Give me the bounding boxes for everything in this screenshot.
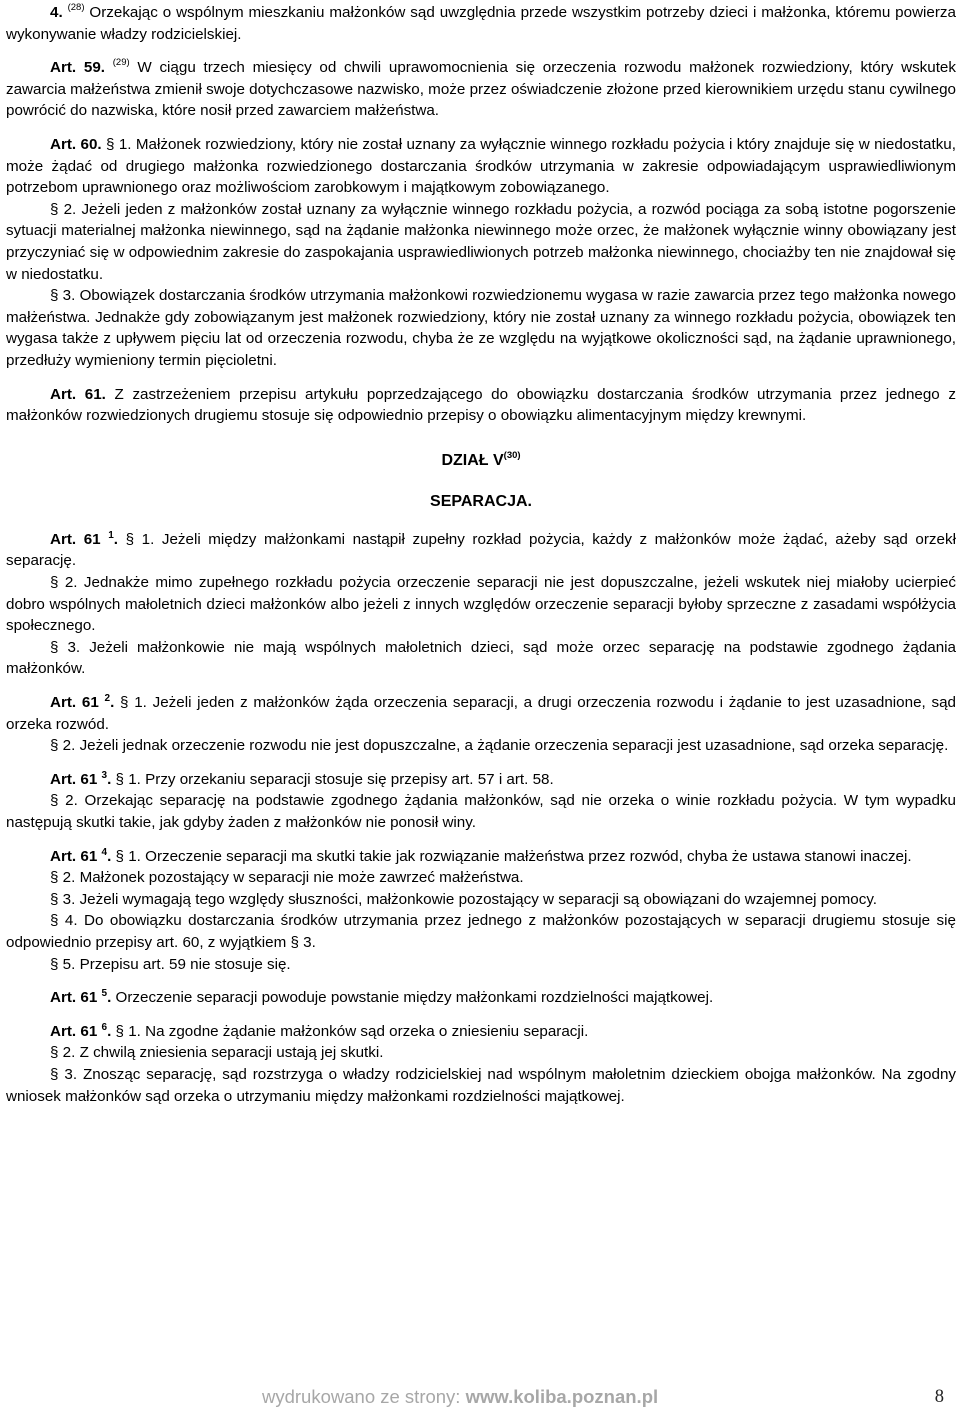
article-heading: Art. 59. bbox=[50, 59, 106, 77]
article-61-4-s2 bbox=[6, 867, 956, 889]
article-61-3-s2 bbox=[6, 790, 956, 833]
section-mark: § 1. bbox=[120, 694, 147, 712]
section-mark: § 1. bbox=[106, 135, 132, 153]
page-number: 8 bbox=[934, 1387, 944, 1407]
paragraph-text: Znosząc separację, sąd rozstrzyga o władzy rodzicielskiej nad wspólnym małoletnim dzieckiem obojga małżonków. Na zgodny wniosek małżonków sąd orzeka o utrzymaniu między małżonkami rozdzielności majątkowej. bbox=[6, 1065, 956, 1105]
article-heading: Art. 61 $^2$. bbox=[50, 693, 115, 712]
footer-prefix: wydrukowano ze strony: bbox=[262, 1386, 461, 1407]
paragraph-text: Przepisu art. 59 nie stosuje się. bbox=[79, 955, 291, 973]
paragraph-4 bbox=[6, 2, 956, 45]
section-mark: § 2. bbox=[50, 1044, 76, 1062]
division-heading bbox=[6, 450, 956, 472]
article-61-6-s2 bbox=[6, 1042, 956, 1064]
paragraph-text: Z chwilą zniesienia separacji ustają jej skutki. bbox=[79, 1044, 384, 1062]
article-60-s2 bbox=[6, 199, 956, 285]
paragraph-text: Małżonek pozostający w separacji nie może zawrzeć małżeństwa. bbox=[79, 869, 524, 887]
article-heading: Art. 60. bbox=[50, 135, 102, 153]
section-mark: § 1. bbox=[115, 847, 141, 865]
paragraph-text: Do obowiązku dostarczania środków utrzymania przez jednego z małżonków pozostających w separacji drugiemu stosuje się odpowiednio przepisy art. 60, z wyjątkiem § 3. bbox=[6, 912, 956, 951]
paragraph-text: Orzeczenie separacji ma skutki takie jak rozwiązanie małżeństwa przez rozwód, chyba że ustawa stanowi inaczej. bbox=[145, 847, 912, 865]
article-61-6-s3 bbox=[6, 1064, 956, 1107]
footnote-ref: (28) bbox=[67, 2, 85, 13]
paragraph-text: Jeżeli między małżonkami nastąpił zupełny rozkład pożycia, każdy z małżonków może żądać, ażeby sąd orzekł separację. bbox=[6, 530, 956, 570]
footer-site-link[interactable]: www.koliba.poznan.pl bbox=[465, 1386, 659, 1407]
article-61-5 bbox=[6, 987, 956, 1009]
article-heading: Art. 61 $^3$. bbox=[50, 769, 112, 788]
article-59 bbox=[6, 57, 956, 122]
paragraph-text: Jeżeli małżonkowie nie mają wspólnych małoletnich dzieci, sąd może orzec separację na podstawie zgodnego żądania małżonków. bbox=[6, 638, 956, 678]
paragraph-text: Jeżeli jeden z małżonków został uznany za wyłącznie winnego rozkładu pożycia, a rozwód pociąga za sobą istotne pogorszenie sytuacji materialnej małżonka niewinnego, sąd na żądanie małżonka niewinnego może orzec, że małżonek wyłącznie winny obowiązany jest przyczyniać się w odpowiednim zakresie do zaspokajania usprawiedliwionych potrzeb małżonka niewinnego, chociażby ten nie znajdował się w niedostatku. bbox=[6, 200, 956, 283]
section-mark: § 3. bbox=[50, 890, 76, 908]
section-mark: § 3. bbox=[50, 287, 76, 305]
article-heading: Art. 61 $^6$. bbox=[50, 1021, 112, 1040]
paragraph-text: W ciągu trzech miesięcy od chwili uprawomocnienia się orzeczenia rozwodu małżonek rozwiedziony, który wskutek zawarcia małżeństwa zmienił swoje dotychczasowe nazwisko, może przez oświadczenie złożone przed kierownikiem urzędu stanu cywilnego powrócić do nazwiska, które nosił przed zawarciem małżeństwa. bbox=[6, 59, 956, 120]
section-mark: § 2. bbox=[50, 792, 78, 810]
section-mark: § 3. bbox=[50, 1065, 78, 1083]
article-61-4-s5 bbox=[6, 954, 956, 976]
paragraph-text: Orzeczenie separacji powoduje powstanie między małżonkami rozdzielności majątkowej. bbox=[115, 989, 714, 1007]
article-61-1-s1 bbox=[6, 529, 956, 572]
paragraph-text: Z zastrzeżeniem przepisu artykułu poprzedzającego do obowiązku dostarczania środków utrzymania przez jednego z małżonków rozwiedzionych drugiemu stosuje się odpowiednio przepisy o obowiązku alimentacyjnym między krewnymi. bbox=[6, 385, 956, 425]
section-mark: § 2. bbox=[50, 574, 78, 592]
article-heading: Art. 61 $^4$. bbox=[50, 846, 112, 865]
section-mark: § 1. bbox=[115, 1022, 141, 1040]
article-61 bbox=[6, 384, 956, 427]
division-title: DZIAŁ V bbox=[441, 451, 504, 469]
article-61-4-s4 bbox=[6, 910, 956, 953]
article-61-1-s2 bbox=[6, 572, 956, 637]
footer-source bbox=[262, 1386, 658, 1408]
paragraph-text: Jeżeli jeden z małżonków żąda orzeczenia separacji, a drugi orzeczenia rozwodu i żądanie to jest uzasadnione, sąd orzeka rozwód. bbox=[6, 694, 956, 733]
article-61-6-s1 bbox=[6, 1021, 956, 1043]
section-mark: § 2. bbox=[50, 200, 77, 218]
article-61-2-s1 bbox=[6, 692, 956, 735]
footnote-ref: (30) bbox=[503, 449, 521, 461]
section-mark: § 4. bbox=[50, 912, 78, 930]
sec-4: 4. bbox=[50, 4, 63, 21]
paragraph-text: Orzekając separację na podstawie zgodnego żądania małżonków, sąd nie orzeka o winie rozkładu pożycia. W tym wypadku następują skutki takie, jak gdyby żaden z małżonków nie ponosił winy. bbox=[6, 792, 956, 831]
paragraph-text: Jeżeli wymagają tego względy słuszności, małżonkowie pozostający w separacji są obowiązani do wzajemnej pomocy. bbox=[79, 890, 878, 908]
section-mark: § 2. bbox=[50, 737, 76, 755]
section-mark: § 1. bbox=[115, 770, 141, 788]
article-60-s3 bbox=[6, 285, 956, 371]
article-heading: Art. 61. bbox=[50, 385, 106, 403]
article-heading: Art. 61 $^5$. bbox=[50, 988, 112, 1007]
article-61-2-s2 bbox=[6, 735, 956, 757]
section-mark: § 1. bbox=[125, 530, 155, 548]
paragraph-text: Na zgodne żądanie małżonków sąd orzeka o zniesieniu separacji. bbox=[145, 1022, 589, 1040]
section-mark: § 2. bbox=[50, 869, 76, 887]
paragraph-text: Orzekając o wspólnym mieszkaniu małżonków sąd uwzględnia przede wszystkim potrzeby dzieci i małżonka, któremu powierza wykonywanie władzy rodzicielskiej. bbox=[6, 4, 956, 43]
document-body bbox=[6, 2, 956, 1107]
paragraph-text: Obowiązek dostarczania środków utrzymania małżonkowi rozwiedzionemu wygasa w razie zawarcia przez tego małżonka nowego małżeństwa. Jednakże gdy zobowiązanym jest małżonek rozwiedziony, który nie został uznany za winnego rozkładu pożycia, obowiązek ten wygasa także z upływem pięciu lat od orzeczenia rozwodu, chyba że ze względu na wyjątkowe okoliczności sąd, na żądanie uprawnionego, przedłuży wymieniony termin pięcioletni. bbox=[6, 287, 956, 369]
article-61-3-s1 bbox=[6, 769, 956, 791]
section-mark: § 3. bbox=[50, 638, 81, 656]
footnote-ref: (29) bbox=[112, 57, 130, 69]
paragraph-text: Jeżeli jednak orzeczenie rozwodu nie jest dopuszczalne, a żądanie orzeczenia separacji jest uzasadnione, sąd orzeka separację. bbox=[79, 737, 949, 755]
paragraph-text: Małżonek rozwiedziony, który nie został uznany za wyłącznie winnego rozkładu pożycia i który znajduje się w niedostatku, może żądać od drugiego małżonka rozwiedzionego dostarczania środków utrzymania w zakresie odpowiadającym usprawiedliwionym potrzebom uprawnionego oraz możliwościom zarobkowym i majątkowym zobowiązanego. bbox=[6, 135, 956, 197]
article-61-4-s1 bbox=[6, 846, 956, 868]
article-heading: Art. 61 $^1$. bbox=[50, 529, 119, 548]
article-61-1-s3 bbox=[6, 637, 956, 680]
section-mark: § 5. bbox=[50, 955, 76, 973]
article-61-4-s3 bbox=[6, 889, 956, 911]
division-subtitle: SEPARACJA. bbox=[430, 493, 532, 511]
article-60-s1 bbox=[6, 134, 956, 199]
paragraph-text: Przy orzekaniu separacji stosuje się przepisy art. 57 i art. 58. bbox=[145, 770, 554, 788]
paragraph-text: Jednakże mimo zupełnego rozkładu pożycia orzeczenie separacji nie jest dopuszczalne, jeżeli wskutek niej miałoby ucierpieć dobro wspólnych małoletnich dzieci małżonków albo jeżeli z innych względów orzeczenie separacji byłoby sprzeczne z zasadami współżycia społecznego. bbox=[6, 574, 956, 635]
